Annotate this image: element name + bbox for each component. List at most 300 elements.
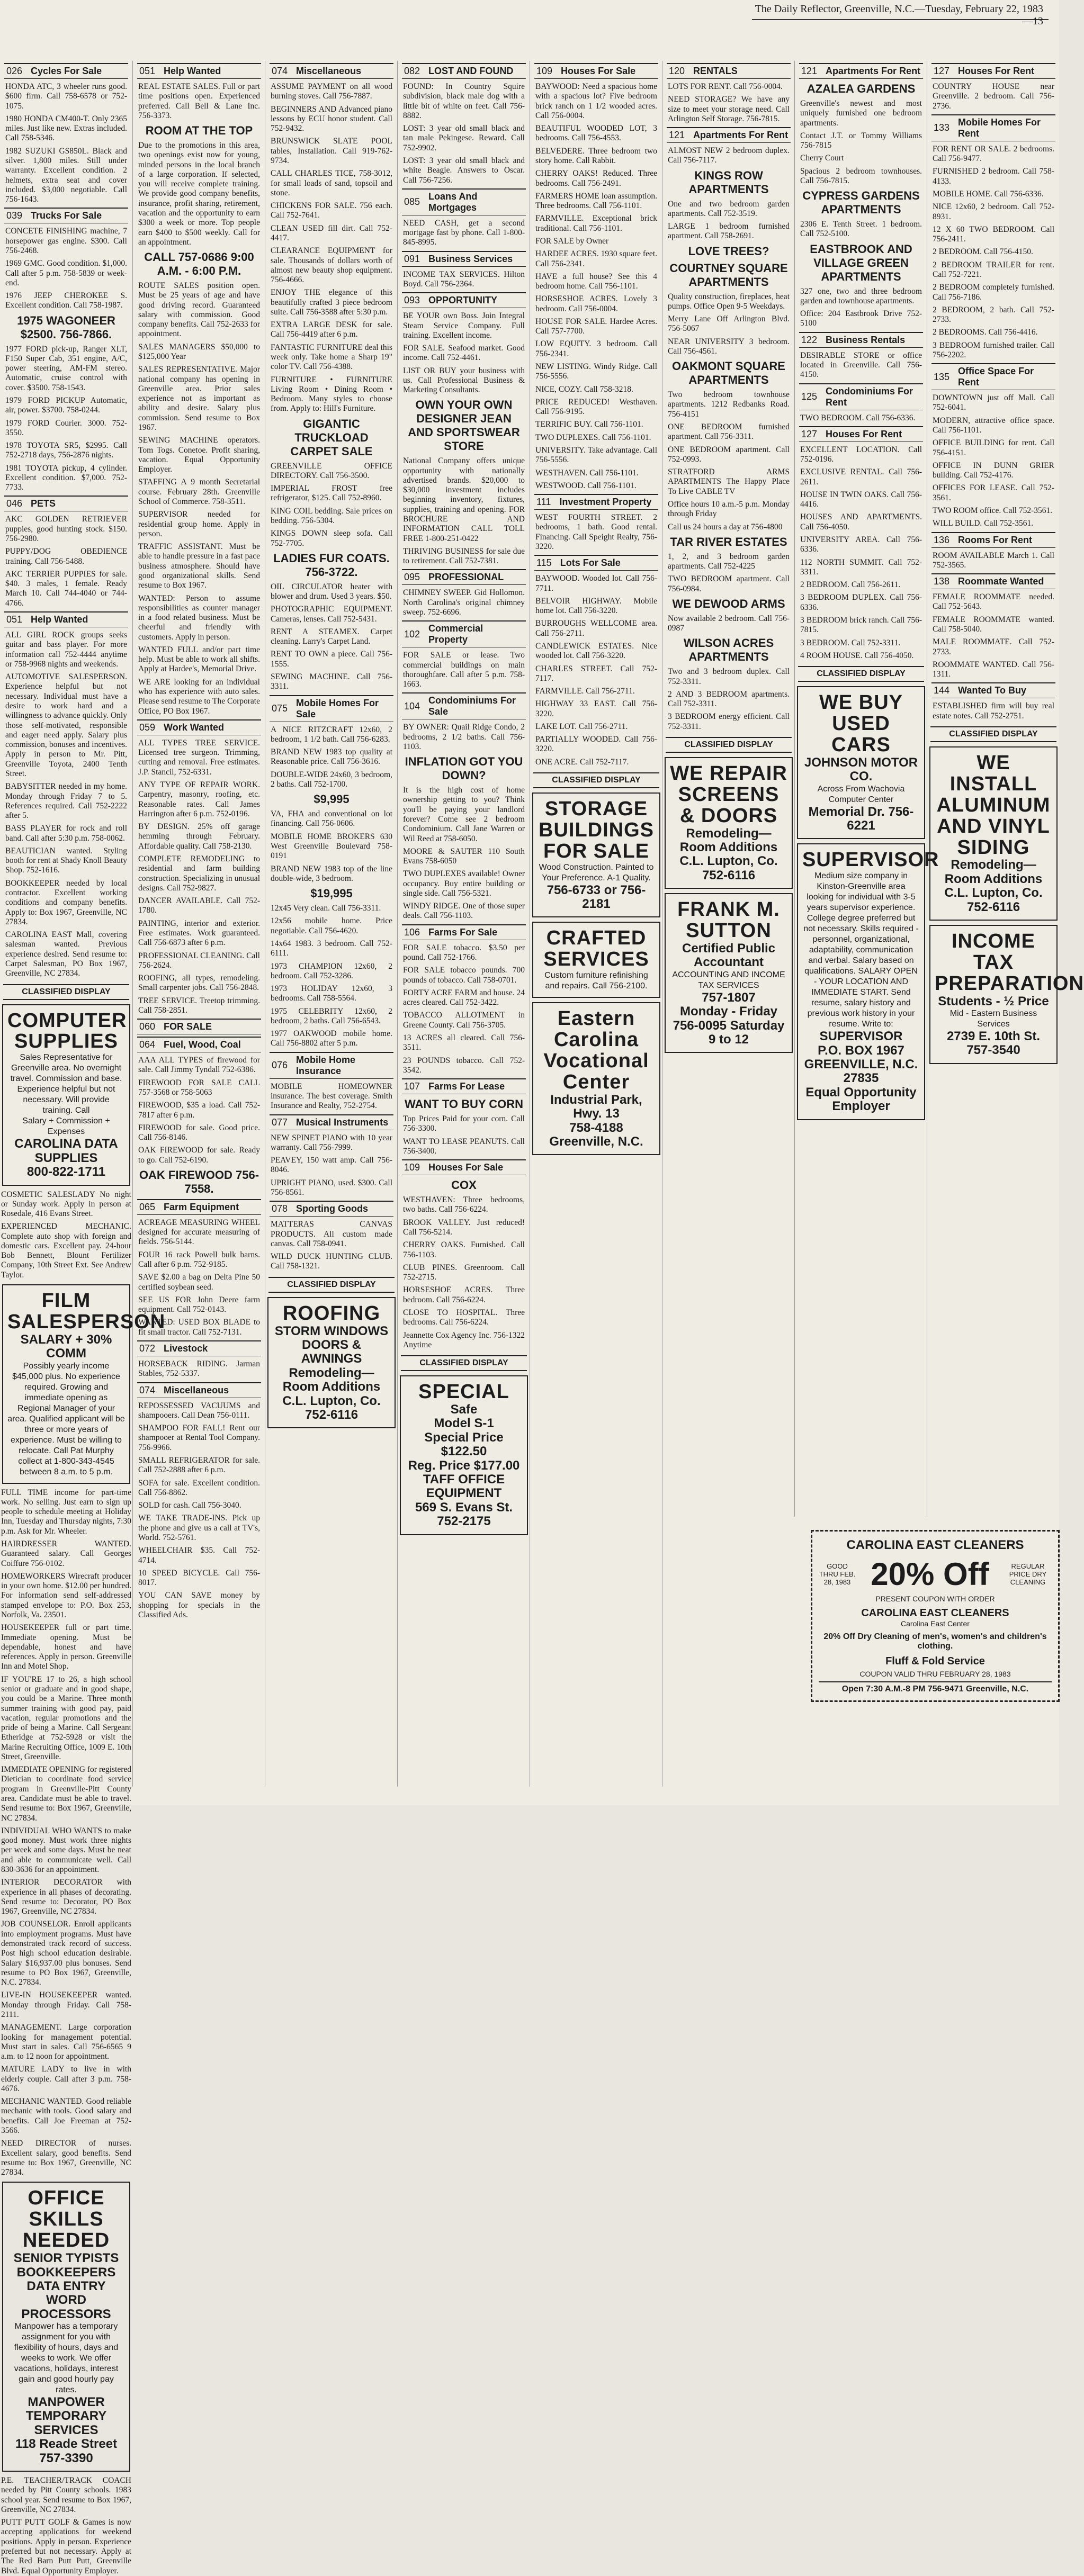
classified-ad: National Company offers unique opportunity with nationally advertised brands. $20,000 to $30,000 investment includes beginning inventory, fixtures, supplies, training and opening. FOR BROCHURE AND INFORMATION CALL TOLL FREE 1-800-251-0422	[403, 456, 525, 543]
classified-ad: SEWING MACHINE operators. Tom Togs. Conetoe. Profit sharing, vacation. Equal Opportunity Employer.	[138, 436, 260, 474]
classified-section	[534, 555, 658, 767]
section-title: Investment Property	[559, 497, 652, 508]
classified-ad: 23 POUNDS tobacco. Call 752-3542.	[403, 1056, 525, 1075]
section-title: PROFESSIONAL	[428, 572, 504, 583]
display-ad-line: INCOME TAX PREPARATION	[935, 930, 1084, 995]
section-heading	[534, 63, 658, 79]
display-ad-line: Reg. Price $177.00	[408, 1458, 520, 1473]
section-title: Business Rentals	[826, 334, 906, 345]
cleaners-coupon	[811, 1530, 1060, 1702]
classified-ad: HORSEBACK RIDING. Jarman Stables, 752-5337.	[138, 1359, 260, 1379]
classified-ad: ALL GIRL ROCK groups seeks guitar and bass player. For more information call 752-4444 anytime or 758-9968 nights and weekends.	[5, 631, 127, 669]
classified-ad: BY OWNER: Quail Ridge Condo, 2 bedrooms, 2 1/2 baths. Call 756-1103.	[403, 723, 525, 751]
classified-ad: 1982 SUZUKI GS850L. Black and silver. 1,800 miles. Still under warranty. Excellent condition. 2 helmets, extra seat and cover included. $3,000 negotiable. Call 756-1643.	[5, 146, 127, 204]
classified-ad: SALES MANAGERS $50,000 to $125,000 Year	[138, 342, 260, 362]
classified-ad: 1977 OAKWOOD mobile home. Call 756-8802 after 5 p.m.	[271, 1029, 392, 1048]
classified-ad: FOR SALE. Seafood market. Good income. Call 752-4461.	[403, 344, 525, 363]
display-ad-line: WE REPAIR SCREENS & DOORS	[670, 762, 787, 827]
classified-ad: MOBILE HOME BROKERS 630 West Greenville Boulevard 758-0191	[271, 832, 392, 861]
display-ad-line: Remodeling—Room Additions	[282, 1365, 381, 1394]
section-title: Wanted To Buy	[958, 685, 1027, 696]
section-number: 135	[934, 371, 950, 382]
classified-ad: KINGS DOWN sleep sofa. Call 752-7705.	[271, 529, 392, 548]
display-ad	[532, 922, 660, 998]
classified-ad: 12x45 Very clean. Call 756-3311.	[271, 904, 381, 913]
classified-ad: FEMALE ROOMMATE wanted. Call 758-5040.	[933, 615, 1054, 634]
classified-ad: DOWNTOWN just off Mall. Call 752-6041.	[933, 393, 1054, 412]
section-heading	[137, 1037, 261, 1052]
section-title: Rooms For Rent	[958, 534, 1033, 545]
classified-ad: MOBILE HOME. Call 756-6336.	[933, 189, 1044, 199]
classified-ad: BROOK VALLEY. Just reduced! Call 756-5214.	[403, 1218, 525, 1237]
classified-ad: SHAMPOO FOR FALL! Rent our shampooer at Rental Tool Company. 756-9966.	[138, 1424, 260, 1452]
display-ad-line: 752-6116	[702, 868, 756, 882]
display-ad	[665, 757, 793, 889]
classified-ad: Contact J.T. or Tommy Williams 756-7815	[800, 131, 922, 150]
section-title: Condominiums For Rent	[826, 385, 913, 408]
classified-ad: BOOKKEEPER needed by local contractor. Excellent working conditions and company benefits. Apply to: Box 1967, Greenville, NC 27834.	[5, 878, 127, 926]
classified-section	[270, 63, 393, 692]
classified-ad: FOR RENT OR SALE. 2 bedrooms. Call 756-9477.	[933, 144, 1054, 164]
display-ad-line: Custom furniture refinishing and repairs. Call 756-2100.	[544, 971, 648, 991]
classified-ad: LARGE 1 bedroom furnished apartment. Call 758-2691.	[668, 222, 790, 241]
classified-ad: INCOME TAX SERVICES. Hilton Boyd. Call 756-2364.	[403, 269, 525, 289]
section-number: 046	[6, 498, 23, 509]
section-number: 091	[404, 253, 420, 264]
section-title: Miscellaneous	[164, 1384, 229, 1395]
classified-ad: OFFICE BUILDING for rent. Call 756-4151.	[933, 438, 1054, 457]
display-ad-line: FRANK M. SUTTON	[677, 898, 780, 942]
section-title: Trucks For Sale	[31, 210, 102, 221]
classified-ad: TRAFFIC ASSISTANT. Must be able to handle pressure in a fast pace business atmosphere. Should have good organizational skills. Send resume to Box 1967.	[138, 542, 260, 590]
classified-ad: STRATFORD ARMS APARTMENTS The Happy Place To Live CABLE TV	[668, 467, 790, 496]
classified-ad: 1969 GMC. Good condition. $1,000. Call after 5 p.m. 758-5839 or week-end.	[5, 259, 127, 287]
classified-ad: COMPLETE REMODELING to residential and farm building construction. Specializing in unusual designs. Call 752-9827.	[138, 854, 260, 893]
classified-ad: WANTED: Person to assume responsibilities as counter manager in a food related business. Must be cheerful and friendly with customers. Apply in person.	[138, 593, 260, 642]
classified-ad: WHEELCHAIR $35. Call 752-4714.	[138, 1546, 260, 1565]
classified-ad: TWO DUPLEXES. Call 756-1101.	[535, 433, 651, 442]
display-ad-line: Medium size company in Kinston-Greenville area looking for individual with 3-5 years supervisor experience. College degree preferred but not necessary. Skills required - personnel, organizational, adaptability, communication and verbal. Salary based on qualifications. SALARY OPEN - YOUR LOCATION AND IMMEDIATE START. Send resume, salary history and previous work history in your resume. Write to:	[803, 871, 919, 1029]
classified-ad: GREENVILLE OFFICE DIRECTORY. Call 756-3500.	[271, 461, 392, 480]
display-ad-line: Certified Public Accountant	[682, 941, 776, 970]
display-ad-line: DATA ENTRY	[26, 2278, 106, 2293]
classified-ad: CLEAN USED fill dirt. Call 752-4417.	[271, 223, 392, 242]
classified-ad: FOUND: In Country Squire subdivision, black male dog with a little bit of white on feet. Call 756-8882.	[403, 82, 525, 120]
section-number: 082	[404, 66, 420, 76]
classified-ad: SOLD for cash. Call 756-3040.	[138, 1501, 241, 1510]
classified-ad: 2 BEDROOM. Call 756-4150.	[933, 247, 1033, 257]
classified-ad: FURNISHED 2 bedroom. Call 758-4133.	[933, 167, 1054, 186]
classified-ad: One and two bedroom garden apartments. Call 752-3519.	[668, 199, 790, 218]
classified-section	[137, 719, 261, 1015]
classified-section	[402, 620, 526, 689]
classified-ad: PUTT PUTT GOLF & Games is now accepting applications for weekend positions. Apply in person. Experience preferred but not necessary. Apply at The Red Barn Putt Putt, Greenville Blvd. Equal Opportunity Employer.	[1, 2518, 131, 2575]
classified-ad: CYPRESS GARDENS APARTMENTS	[802, 189, 920, 217]
classified-ad: LOW EQUITY. 3 bedroom. Call 756-2341.	[535, 339, 657, 358]
classified-ad: MATURE LADY to live in with elderly couple. Call after 3 p.m. 758-4676.	[1, 2065, 131, 2093]
classified-ad: 3 BEDROOM DUPLEX. Call 756-6336.	[800, 593, 922, 612]
classified-ad: 3 BEDROOM brick ranch. Call 756-7815.	[800, 616, 922, 635]
classified-ad: COX	[451, 1178, 477, 1192]
classified-section	[137, 1382, 261, 1620]
display-ad	[532, 792, 660, 917]
classified-ad: FULL TIME income for part-time work. No selling. Just earn to sign up people to schedule meeting at Holiday Inn, Tuesday and Thursday nights, 7:30 p.m. Ask for Mr. Wheeler.	[1, 1488, 131, 1536]
section-title: Business Services	[428, 253, 513, 264]
display-ad-line: Mid - Eastern Business Services	[949, 1009, 1037, 1029]
coupon-regular: REGULAR PRICE DRY CLEANING	[1009, 1562, 1047, 1586]
classified-ad: MODERN, attractive office space. Call 756-1101.	[933, 416, 1054, 435]
display-ad-line: Greenville, N.C.	[549, 1134, 643, 1149]
classified-ad: SEWING MACHINE. Call 756-3311.	[271, 672, 392, 691]
classified-ad: 12 X 60 TWO BEDROOM. Call 756-2411.	[933, 224, 1054, 244]
classified-ad: WANT TO LEASE PEANUTS. Call 756-3400.	[403, 1137, 525, 1156]
classified-ad: IMMEDIATE OPENING for registered Dietician to coordinate food service program in Greenville-Pitt County area. Candidate must be able to travel. Send resume to: Box 1967, Greenville, NC 27834.	[1, 1765, 131, 1823]
display-ad	[929, 925, 1084, 1064]
section-number: 115	[536, 557, 552, 569]
classified-ad: CLUB PINES. Greenroom. Call 752-2715.	[403, 1263, 525, 1282]
classified-ad: IF YOU'RE 17 to 26, a high school senior or graduate and in good shape, you could be a Marine. Three month summer training with good pay, paid vacation, regular promotions and the pride of being a Marine. Call Sergeant Etheridge at 752-5928 or visit the Marine Recruiting Office, 1009 E. 10th Street, Greenville.	[1, 1674, 131, 1761]
display-ad-line: TAFF OFFICE EQUIPMENT	[423, 1472, 505, 1501]
classified-ad: SAVE $2.00 a bag on Delta Pine 50 certified soybean seed.	[138, 1273, 260, 1292]
section-heading	[667, 63, 791, 79]
section-title: LOST AND FOUND	[428, 66, 514, 76]
display-ad-line: SPECIAL	[418, 1381, 509, 1403]
classified-ad: 2306 E. Tenth Street. 1 bedroom. Call 752-5100.	[800, 220, 922, 239]
section-number: 075	[272, 703, 288, 714]
display-ad-line: 758-4188	[569, 1120, 623, 1135]
classified-ad: 1979 FORD Courier. 3000. 752-3550.	[5, 418, 127, 437]
display-ad	[797, 843, 939, 1120]
display-ad-line: WE INSTALL ALUMINUM AND VINYL SIDING	[936, 751, 1051, 859]
section-heading	[799, 383, 923, 410]
section-title: Sporting Goods	[296, 1203, 369, 1214]
classified-ad: AAA ALL TYPES of firewood for sale. Call Jimmy Tyndall 752-6386.	[138, 1056, 260, 1075]
classified-ad: 3 BEDROOM. Call 752-3311.	[800, 638, 901, 647]
classified-ad: OAK FIREWOOD 756-7558.	[139, 1168, 259, 1195]
classified-ad: HOUSE FOR SALE. Hardee Acres. Call 757-7700.	[535, 317, 657, 336]
classified-section	[931, 63, 1055, 111]
classified-ad: FIREWOOD, $35 a load. Call 752-7817 after 6 p.m.	[138, 1101, 260, 1120]
classified-ad: HOUSEKEEPER full or part time. Immediate opening. Must be dependable, honest and have references. Apply in person. Greenville Inn and Motel Shop.	[1, 1623, 131, 1671]
section-number: 064	[139, 1039, 156, 1050]
classified-ad: TERRIFIC BUY. Call 756-1101.	[535, 420, 643, 429]
classified-ad: CHIMNEY SWEEP. Gid Hollomon. North Carolina's original chimney sweep. 752-6696.	[403, 588, 525, 617]
section-title: Commercial Property	[428, 623, 483, 645]
classified-ad: PUPPY/DOG OBEDIENCE training. Call 756-5488.	[5, 547, 127, 566]
classified-section	[270, 695, 393, 1049]
classified-ad: ROOMMATE WANTED. Call 756-1311.	[933, 660, 1054, 679]
classified-ad: 1977 FORD pick-up, Ranger XLT, F150 Super Cab, 351 engine, A/C, power steering, AM-FM stereo. Automatic, cruise control with cover. $3500. 758-1543.	[5, 344, 127, 392]
classified-ad: NICE, COZY. Call 758-3218.	[535, 384, 633, 394]
section-number: 104	[404, 700, 420, 711]
classified-ad: OFFICE IN DUNN GRIER building. Call 752-4176.	[933, 461, 1054, 480]
classified-ad: FORTY ACRE FARM and house. 24 acres cleared. Call 752-3422.	[403, 988, 525, 1007]
classified-ad: HOUSES AND APARTMENTS. Call 756-4050.	[800, 512, 922, 532]
classified-ad: GIGANTIC TRUCKLOAD CARPET SALE	[290, 417, 373, 458]
classified-ad: NEED DIRECTOR of nurses. Excellent salary, good benefits. Send resume to: Box 1967, Greenville, NC 27834.	[1, 2139, 131, 2177]
classified-ad: ACREAGE MEASURING WHEEL designed for accurate measuring of fields. 756-5144.	[138, 1218, 260, 1247]
display-ad-line: 757-1807	[702, 990, 756, 1005]
classified-ad: COURTNEY SQUARE APARTMENTS	[669, 261, 788, 289]
section-number: 144	[934, 685, 950, 696]
coupon-body: 20% Off Dry Cleaning of men's, women's and children's clothing.	[823, 1632, 1047, 1651]
classified-ad: BRUNSWICK SLATE POOL tables, Installation. Call 919-762-9734.	[271, 137, 392, 165]
section-heading	[667, 127, 791, 143]
display-ad-line: 569 S. Evans St. 752-2175	[415, 1500, 513, 1529]
classified-ad: LIVE-IN HOUSEKEEPER wanted. Monday through Friday. Call 758-2111.	[1, 1990, 131, 2019]
section-number: 106	[404, 926, 420, 938]
classified-ad: FOR SALE tobacco. $3.50 per pound. Call 752-1766.	[403, 943, 525, 962]
classified-ad: 2 BEDROOMS. Call 756-4416.	[933, 328, 1038, 337]
section-title: Loans And Mortgages	[428, 191, 478, 213]
section-number: 085	[404, 196, 420, 208]
column-8	[927, 61, 1084, 1517]
classified-ad: Top Prices Paid for your corn. Call 756-3300.	[403, 1114, 525, 1133]
section-heading	[402, 569, 526, 585]
display-ad-line: Across From Wachovia Computer Center	[817, 784, 905, 804]
classified-ad: TREE SERVICE. Treetop trimming. Call 758-2851.	[138, 996, 260, 1015]
classified-ad: TOBACCO ALLOTMENT in Greene County. Call 756-3705.	[403, 1011, 525, 1030]
display-ad-line: 800-822-1711	[26, 1165, 106, 1179]
section-title: Work Wanted	[164, 722, 225, 733]
classified-ad: 112 NORTH SUMMIT. Call 752-3311.	[800, 557, 922, 577]
section-number: 125	[801, 391, 818, 402]
classified-ad: THRIVING BUSINESS for sale due to retirement. Call 752-7381.	[403, 546, 525, 566]
display-ad-line: 757-3390	[39, 2451, 93, 2465]
display-ad-line: 756-0095 Saturday 9 to 12	[673, 1018, 785, 1047]
section-number: 051	[6, 614, 23, 625]
classified-ad: NEED STORAGE? We have any size to meet your storage need. Call Arlington Self Storage. 756-7815.	[668, 95, 790, 123]
section-heading	[931, 532, 1055, 548]
section-title: Houses For Sale	[428, 1162, 504, 1173]
classified-ad: HARDEE ACRES. 1930 square feet. Call 756-2341.	[535, 249, 657, 268]
column-3	[265, 61, 398, 1787]
classified-ad: ONE BEDROOM apartment. Call 752-0993.	[668, 445, 790, 464]
classified-ad: KINGS ROW APARTMENTS	[688, 168, 769, 196]
section-number: 138	[934, 576, 950, 587]
section-number: 076	[272, 1060, 288, 1071]
classified-ad: Due to the promotions in this area, two openings exist now for young, minded persons in the local branch of a large corporation. If selected, you will receive complete training. We provide good company benefits, insurance, profit sharing, retirement, vacation and the opportunity to earn $300 a week or more. Top people earn $400 to $500 weekly. Call for an appointment.	[138, 141, 260, 247]
section-heading	[137, 1199, 261, 1215]
classified-section	[402, 692, 526, 921]
display-ad-line: JOHNSON MOTOR CO.	[804, 755, 918, 784]
section-title: Mobile Home Insurance	[296, 1054, 356, 1076]
section-heading	[402, 924, 526, 940]
display-ad-line: Wood Construction. Painted to Your Preference. A-1 Quality.	[539, 862, 654, 882]
section-heading	[4, 496, 128, 511]
classified-ad: BY DESIGN. 25% off garage hemming through February. Affordable quality. Call 758-2130.	[138, 822, 260, 851]
display-ad	[532, 1002, 660, 1155]
classified-ad: WILSON ACRES APARTMENTS	[683, 636, 774, 664]
classified-section	[667, 127, 791, 732]
section-heading	[4, 611, 128, 627]
classified-display-label: CLASSIFIED DISPLAY	[3, 984, 129, 1000]
section-title: Houses For Sale	[561, 66, 636, 76]
section-heading	[270, 695, 393, 722]
section-title: Roommate Wanted	[958, 576, 1044, 587]
classified-ad: BRAND NEW 1983 top of the line double-wide, 3 bedroom.	[271, 864, 392, 883]
classified-section	[137, 1340, 261, 1379]
classified-display-label: CLASSIFIED DISPLAY	[798, 666, 924, 682]
column-2	[132, 61, 265, 1787]
classified-ad: UNIVERSITY AREA. Call 756-6336.	[800, 535, 922, 554]
classified-ad: SALES REPRESENTATIVE. Major national company has opening in Greenville area. Prior sales experience not as important as ability and desire. Salary plus commission. Send resume to Box 1967.	[138, 365, 260, 433]
classified-section	[4, 63, 128, 204]
display-ad-line: 118 Reade Street	[15, 2437, 118, 2452]
classified-ad: ROOFING, all types, remodeling. Small carpenter jobs. Call 756-2848.	[138, 974, 260, 993]
section-heading	[402, 1078, 526, 1094]
classified-ad: NEW SPINET PIANO with 10 year warranty. Call 756-7999.	[271, 1133, 392, 1152]
section-heading	[270, 1201, 393, 1217]
classified-ad: EXCLUSIVE RENTAL. Call 756-2611.	[800, 467, 922, 487]
display-ad	[2, 1004, 130, 1186]
classified-ad: MOBILE HOMEOWNER insurance. The best coverage. Smith Insurance and Realty, 752-2754.	[271, 1082, 392, 1111]
classified-ad: EXTRA LARGE DESK for sale. Call 756-4419 after 6 p.m.	[271, 320, 392, 339]
classified-ad: FURNITURE • FURNITURE Living Room • Dining Room • Bedroom. Many styles to choose from. Apply to: Hill's Furniture.	[271, 375, 392, 413]
classified-section	[799, 63, 923, 329]
classified-ad: Quality construction, fireplaces, heat pumps. Office Open 9-5 Weekdays.	[668, 292, 790, 311]
classified-ad: ONE BEDROOM furnished apartment. Call 756-3311.	[668, 422, 790, 442]
classified-ad: ALMOST NEW 2 bedroom duplex. Call 756-7117.	[668, 146, 790, 165]
classified-ad: PROFESSIONAL CLEANING. Call 756-2624.	[138, 951, 260, 970]
display-ad-line: MANPOWER TEMPORARY SERVICES	[25, 2395, 107, 2437]
classified-ad: BELVOIR HIGHWAY. Mobile home lot. Call 756-3220.	[535, 596, 657, 616]
display-ad-line: DOORS & AWNINGS	[301, 1337, 362, 1366]
section-heading	[931, 114, 1055, 141]
classified-ad: 4 ROOM HOUSE. Call 756-4050.	[800, 651, 914, 660]
classified-ad: TWO DUPLEXES available! Owner occupancy. Buy entire building or single side. Call 756-5321.	[403, 869, 525, 898]
classified-ad: HORSESHOE ACRES. Three bedroom. Call 756-6224.	[403, 1285, 525, 1304]
section-title: Houses For Rent	[826, 428, 902, 439]
classified-section	[402, 1159, 526, 1350]
coupon-hours: Open 7:30 A.M.-8 PM 756-9471 Greenville, N.C.	[819, 1681, 1052, 1694]
display-ad-line: 752-6116	[966, 899, 1020, 914]
section-number: 078	[272, 1203, 288, 1214]
column-6	[662, 61, 795, 1787]
display-ad-line: SUPERVISOR	[819, 1029, 903, 1044]
classified-ad: EASTBROOK AND VILLAGE GREEN APARTMENTS	[810, 242, 912, 283]
display-ad	[929, 746, 1058, 921]
classified-ad: 1975 CELEBRITY 12x60, 2 bedroom, 2 baths. Call 756-6543.	[271, 1006, 392, 1025]
classified-section	[931, 363, 1055, 528]
classified-section	[137, 1199, 261, 1337]
classified-ad: WANT TO BUY CORN	[404, 1097, 524, 1111]
section-number: 095	[404, 572, 420, 583]
classified-ad: 2 BEDROOM. Call 756-2611.	[800, 580, 901, 590]
classified-ad: PAINTING, interior and exterior. Free estimates. Work guaranteed. Call 756-6873 after 6 p.m.	[138, 918, 260, 948]
section-title: Apartments For Rent	[826, 66, 921, 76]
classified-ad: Cherry Court	[800, 154, 844, 163]
display-ad-line: Remodeling—Room Additions	[944, 858, 1043, 886]
display-ad	[400, 1375, 528, 1535]
classified-ad: HOUSE IN TWIN OAKS. Call 756-4416.	[800, 490, 922, 509]
display-ad-line: Model S-1	[434, 1416, 494, 1431]
display-ad-line: SALARY + 30% COMM	[20, 1332, 112, 1361]
classified-ad: MATTERAS CANVAS PRODUCTS. All custom made canvas. Call 758-0941.	[271, 1220, 392, 1248]
classified-ad: CALL 757-0686 9:00 A.M. - 6:00 P.M.	[144, 250, 254, 278]
classified-ad: AUTOMOTIVE SALESPERSON. Experience helpful but not necessary. Individual must have a desire to work hard and a willingness to advance quickly. Only those self-motivated, responsible and eager need apply. Salary plus commission, bonuses and incentives. Apply in person to Mr. Pitt, Greenville Toyota, 2400 Tenth Street.	[5, 672, 127, 778]
section-number: 120	[669, 66, 685, 76]
display-ad-line: 752-6116	[304, 1407, 359, 1422]
section-number: 109	[404, 1162, 420, 1173]
display-ad-line: Salary + Commission + Expenses	[22, 1116, 110, 1137]
section-number: 039	[6, 210, 23, 221]
classified-ad: ASSUME PAYMENT on all wood burning stoves. Call 756-7887.	[271, 82, 392, 101]
display-ad-line: SUPERVISOR	[802, 849, 939, 871]
classified-section	[402, 251, 526, 290]
classified-section	[534, 63, 658, 491]
classified-ad: MALE ROOMMATE. Call 752-2733.	[933, 637, 1054, 656]
classified-ad: BURROUGHS WELLCOME area. Call 756-2711.	[535, 619, 657, 638]
display-ad-line: Remodeling—Room Additions	[679, 826, 778, 855]
classified-ad: LADIES FUR COATS. 756-3722.	[273, 551, 390, 579]
classified-section	[799, 426, 923, 661]
section-heading	[137, 1019, 261, 1034]
classified-ad: HOMEWORKERS Wirecraft producer in your own home. $12.00 per hundred. For information send self-addressed stamped envelope to: P.O. Box 253, Norfolk, Va. 23501.	[1, 1571, 131, 1619]
classified-ad: LOST: 3 year old small black and tan male Pekingese. Reward. Call 752-9902.	[403, 124, 525, 152]
classified-ad: 1981 TOYOTA pickup, 4 cylinder. Excellent condition. $7,000. 752-7733.	[5, 463, 127, 492]
classified-ad: 1, 2, and 3 bedroom garden apartments. Call 752-4225	[668, 552, 790, 571]
classified-ad: CHARLES STREET. Call 752-7117.	[535, 664, 657, 683]
classified-ad: 1980 HONDA CM400-T. Only 2365 miles. Just like new. Extras included. Call 758-5346.	[5, 114, 127, 143]
display-ad-line: STORM WINDOWS	[274, 1323, 389, 1338]
classified-ad: 10 SPEED BICYCLE. Call 756-8017.	[138, 1568, 260, 1588]
classified-ad: 3 BEDROOM energy efficient. Call 752-3311.	[668, 712, 790, 731]
classified-section	[402, 188, 526, 248]
display-ad-line: 2739 E. 10th St.	[946, 1029, 1041, 1044]
classified-ad: KING COIL bedding. Sale prices on bedding. 756-5304.	[271, 506, 392, 525]
section-number: 059	[139, 722, 156, 733]
classified-display-label: CLASSIFIED DISPLAY	[401, 1355, 527, 1371]
section-title: Cycles For Sale	[31, 66, 102, 76]
display-ad-line: OFFICE SKILLS NEEDED	[22, 2187, 110, 2252]
classified-ad: WANTED: USED BOX BLADE to fit small tractor. Call 752-7131.	[138, 1318, 260, 1337]
section-heading	[931, 573, 1055, 589]
section-heading	[402, 63, 526, 79]
section-number: 133	[934, 122, 950, 133]
classified-ad: 2 BEDROOM TRAILER for rent. Call 752-7221.	[933, 260, 1054, 279]
section-title: Houses For Rent	[958, 66, 1035, 76]
classified-ad: CLEARANCE EQUIPMENT for sale. Thousands of dollars worth of almost new beauty shop equipment. 756-4666.	[271, 246, 392, 285]
classified-ad: Office hours 10 a.m.-5 p.m. Monday through Friday	[668, 499, 790, 519]
classified-ad: BAYWOOD. Wooded lot. Call 756-7711.	[535, 574, 657, 593]
section-number: 051	[139, 66, 156, 76]
display-ad-line: C.L. Lupton, Co.	[944, 886, 1043, 900]
classified-section	[402, 924, 526, 1075]
classified-ad: STAFFING A 9 month Secretarial course. February 28th. Greenville School of Commerce. 758-3511.	[138, 478, 260, 506]
section-title: Help Wanted	[164, 66, 221, 76]
classified-ad: NEAR UNIVERSITY 3 bedroom. Call 756-4561.	[668, 337, 790, 356]
section-heading	[270, 1114, 393, 1130]
coupon-name2: CAROLINA EAST CLEANERS	[861, 1607, 1009, 1619]
classified-display-label: CLASSIFIED DISPLAY	[533, 772, 659, 788]
section-heading	[931, 682, 1055, 698]
section-heading	[4, 63, 128, 79]
section-heading	[270, 63, 393, 79]
classified-ad: WESTHAVEN: Three bedrooms, two baths. Call 756-6224.	[403, 1195, 525, 1214]
classified-section	[4, 611, 128, 979]
section-heading	[402, 1159, 526, 1175]
section-heading	[931, 363, 1055, 390]
classified-ad: FOR SALE or lease. Two commercial buildings on main thoroughfare. Call after 5 p.m. 758-1663.	[403, 651, 525, 689]
section-number: 107	[404, 1081, 420, 1092]
section-title: PETS	[31, 498, 56, 509]
section-title: OPPORTUNITY	[428, 295, 498, 306]
display-ad-line: Memorial Dr. 756-6221	[808, 804, 914, 833]
classified-ad: FANTASTIC FURNITURE deal this week only. Take home a Sharp 19" color TV. Call 756-4388.	[271, 343, 392, 372]
classified-ad: NEED CASH, get a second mortgage fast by phone. Call 1-800-845-8995.	[403, 218, 525, 247]
classified-ad: WE TAKE TRADE-INS. Pick up the phone and give us a call at TV's, World. 752-5761.	[138, 1514, 260, 1542]
